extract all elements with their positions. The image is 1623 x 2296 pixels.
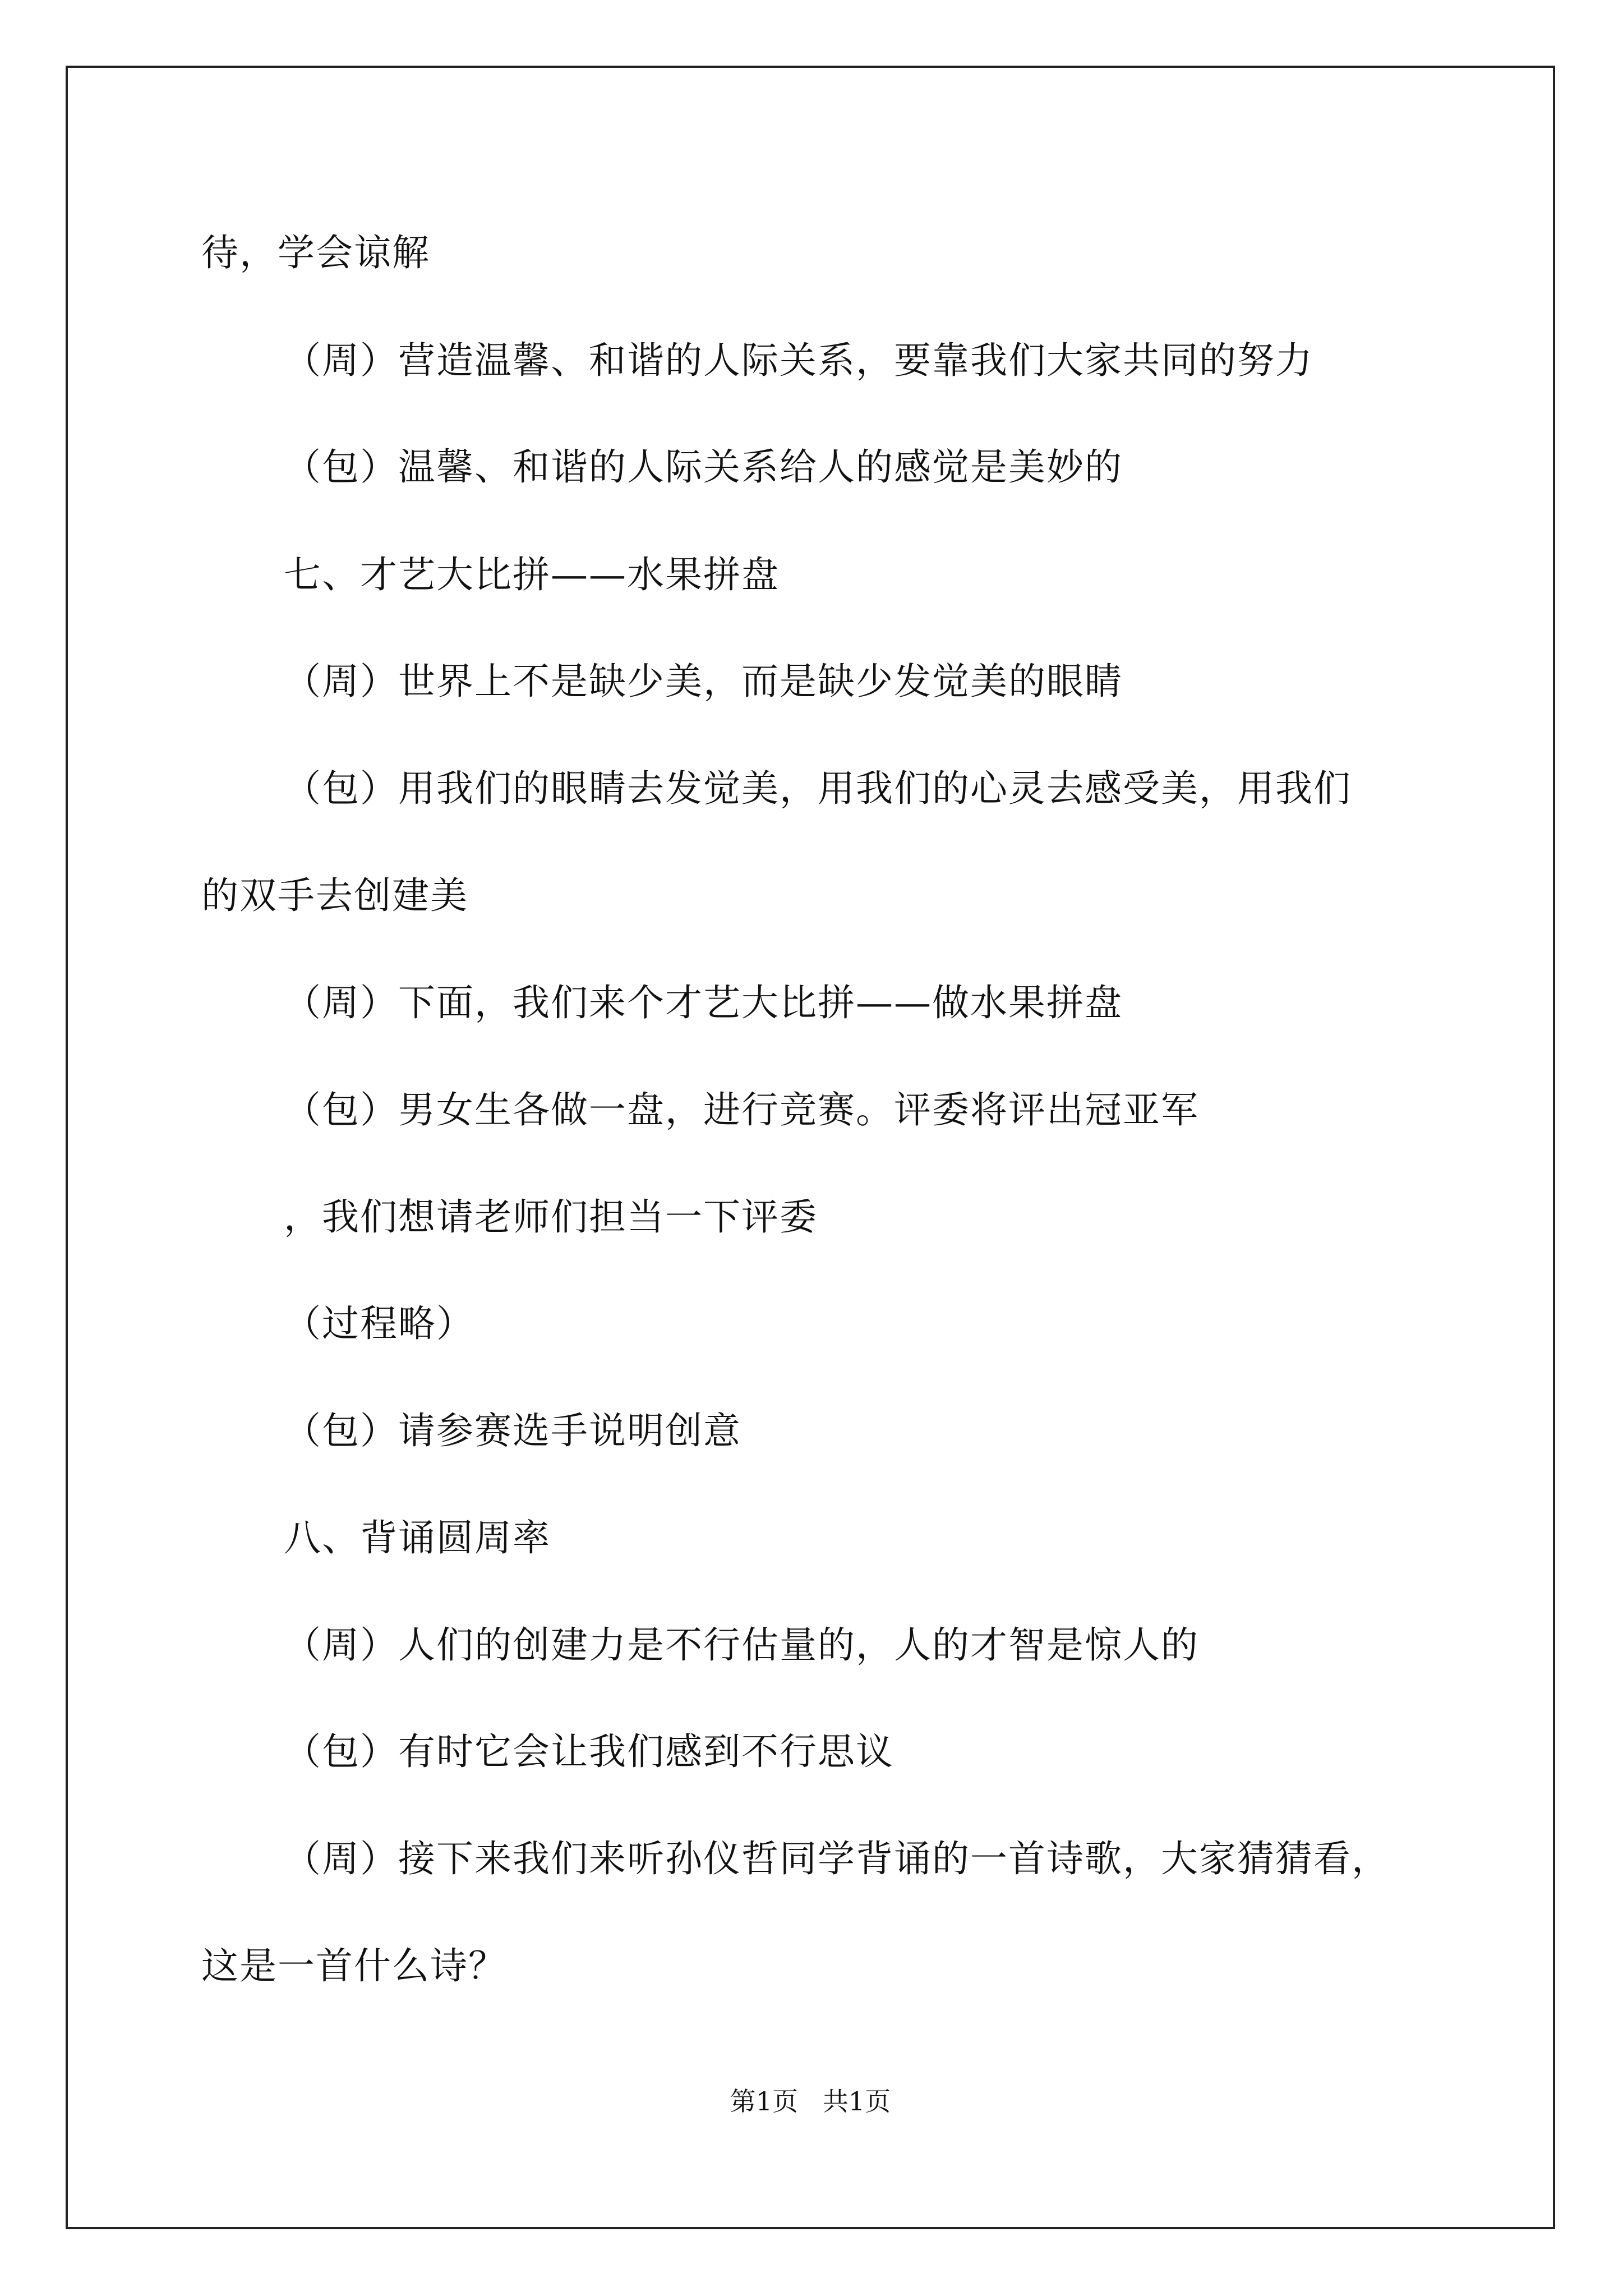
page-frame [66, 66, 1555, 2229]
text-line: （周）营造温馨、和谐的人际关系，要靠我们大家共同的努力 [284, 339, 1313, 382]
text-line: （过程略） [284, 1302, 474, 1345]
text-line: （包）男女生各做一盘，进行竞赛。评委将评出冠亚军 [284, 1088, 1199, 1131]
page-footer: 第1页 共1页 [730, 2086, 891, 2116]
text-line: （包）有时它会让我们感到不行思议 [284, 1730, 894, 1773]
text-line: （包）温馨、和谐的人际关系给人的感觉是美妙的 [284, 445, 1123, 489]
section-heading: 八、背诵圆周率 [284, 1516, 551, 1559]
text-line: （周）世界上不是缺少美，而是缺少发觉美的眼睛 [284, 660, 1123, 703]
text-line: （周）下面，我们来个才艺大比拼——做水果拼盘 [284, 981, 1123, 1024]
text-line: （周）人们的创建力是不行估量的，人的才智是惊人的 [284, 1623, 1199, 1667]
text-line: （周）接下来我们来听孙仪哲同学背诵的一首诗歌，大家猜猜看， [284, 1837, 1390, 1880]
section-heading: 七、才艺大比拼——水果拼盘 [284, 553, 780, 596]
page-content [68, 68, 1553, 2227]
text-line: 的双手去创建美 [201, 874, 468, 917]
text-line: 待，学会谅解 [201, 231, 430, 274]
text-line: ，我们想请老师们担当一下评委 [284, 1195, 818, 1239]
text-line: （包）用我们的眼睛去发觉美，用我们的心灵去感受美，用我们 [284, 767, 1352, 810]
text-line: 这是一首什么诗？ [201, 1944, 506, 1987]
text-line: （包）请参赛选手说明创意 [284, 1409, 741, 1452]
